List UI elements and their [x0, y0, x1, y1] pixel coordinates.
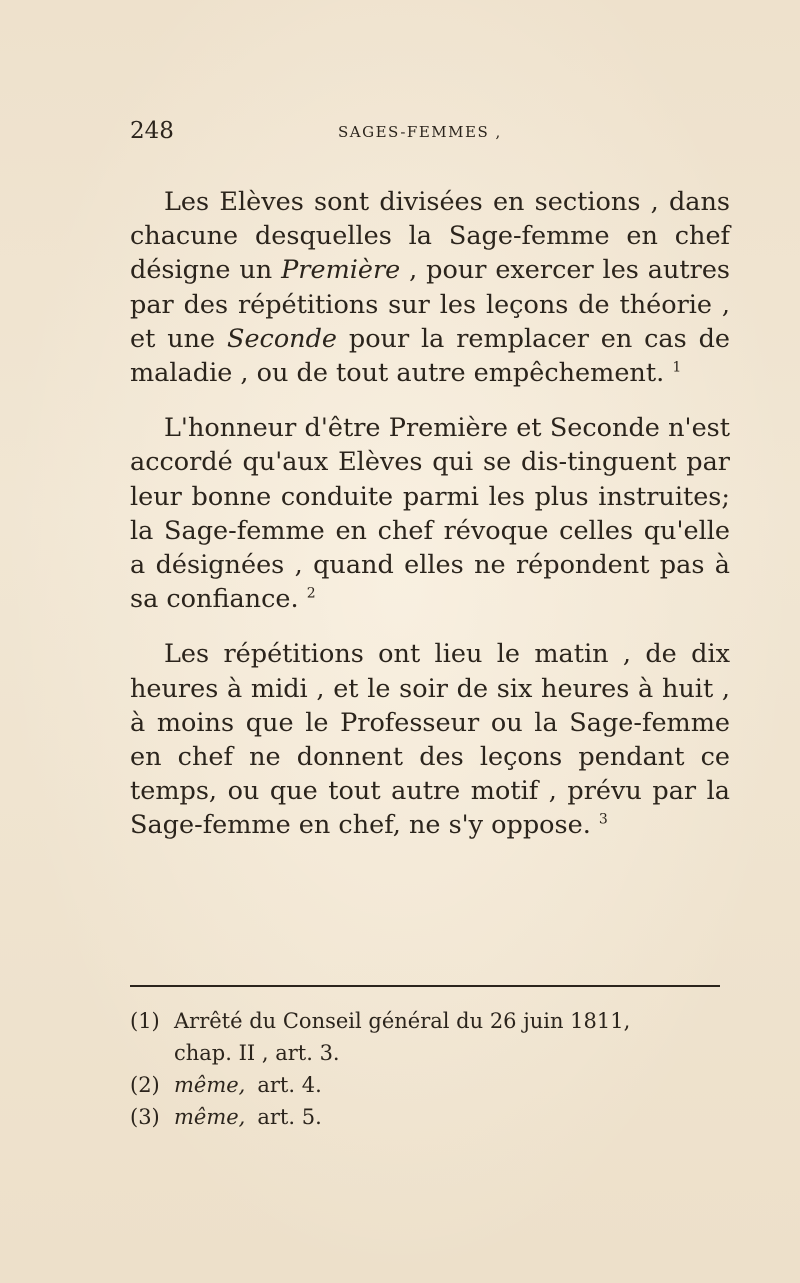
footnote-ref-2: 2 [306, 585, 316, 602]
footnote-3 [130, 1101, 730, 1133]
paragraph-1-text-b: , pour exercer les autres par des répétitions sur les leçons de théorie , et une [130, 255, 730, 354]
footnotes [130, 1005, 730, 1133]
paragraph-2 [130, 411, 730, 616]
paragraph-1-text-c: pour la remplacer en cas de maladie , ou de tout autre empêchement. [130, 323, 730, 389]
footnote-2-ref: art. 4. [257, 1073, 322, 1097]
footnote-mark: (1) [130, 1009, 160, 1033]
paragraph-1 [130, 185, 730, 390]
footnote-1-line2: chap. II , art. 3. [174, 1041, 340, 1065]
paragraph-3 [130, 637, 730, 842]
footnote-divider [130, 985, 720, 987]
page-header [130, 118, 730, 148]
footnote-mark: (3) [130, 1105, 160, 1129]
paragraph-1-text-a: Les Elèves sont divisées en sections , dans chacune desquelles la Sage-femme en chef désigne un [130, 187, 730, 286]
paragraph-2-text: L'honneur d'être Première et Seconde n'est accordé qu'aux Elèves qui se dis-tinguent par leur bonne conduite parmi les plus instruites; la Sage-femme en chef révoque celles qu'elle a désignées , quand elles ne répondent pas à sa confiance. [130, 413, 730, 615]
footnote-1-continuation [130, 1037, 730, 1069]
footnote-1-line1: Arrêté du Conseil général du 26 juin 1811, [174, 1009, 631, 1033]
page-number: 248 [130, 118, 174, 144]
footnote-mark: (2) [130, 1073, 160, 1097]
footnote-3-ref: art. 5. [257, 1105, 322, 1129]
footnote-ref-3: 3 [598, 811, 608, 828]
running-head: SAGES-FEMMES , [338, 123, 502, 141]
footnote-1 [130, 1005, 730, 1037]
footnote-2-ibid: même, [174, 1073, 246, 1097]
paragraph-3-text: Les répétitions ont lieu le matin , de dix heures à midi , et le soir de six heures à huit , à moins que le Professeur ou la Sage-femme en chef ne donnent des leçons pendant ce temps, ou que tout autre motif , prévu par la Sage-femme en chef, ne s'y oppose. [130, 639, 730, 841]
footnote-3-ibid: même, [174, 1105, 246, 1129]
footnote-ref-1: 1 [672, 359, 682, 376]
main-text [130, 185, 730, 843]
footnote-2 [130, 1069, 730, 1101]
paragraph-1-italic-seconde: Seconde [226, 323, 338, 354]
paragraph-1-italic-premiere: Première [281, 255, 401, 286]
